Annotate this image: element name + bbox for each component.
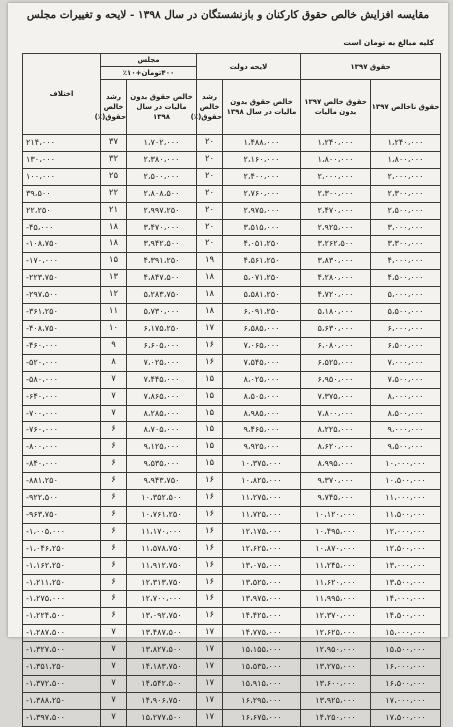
bill-pct-cell: ۲۰ xyxy=(197,236,223,253)
bill-pct-cell: ۱۵ xyxy=(197,371,223,388)
net-1397-cell: ۱۱،۹۹۵،۰۰۰ xyxy=(301,591,371,608)
gross-1397-cell: ۱۰،۰۰۰،۰۰۰ xyxy=(371,456,441,473)
net-1397-cell: ۱۱،۲۴۵،۰۰۰ xyxy=(301,557,371,574)
parliament-net-cell: ۱۰،۳۵۲،۵۰۰ xyxy=(127,490,197,507)
gross-1397-cell: ۱۵،۰۰۰،۰۰۰ xyxy=(371,625,441,642)
header-bill-group: لایحه دولت xyxy=(197,54,301,80)
bill-pct-cell: ۲۰ xyxy=(197,168,223,185)
table-row xyxy=(23,168,441,185)
parliament-pct-cell: ۶ xyxy=(101,557,127,574)
gross-1397-cell: ۱۶،۰۰۰،۰۰۰ xyxy=(371,659,441,676)
table-row xyxy=(23,219,441,236)
bill-pct-cell: ۱۸ xyxy=(197,270,223,287)
bill-net-cell: ۹،۹۲۵،۰۰۰ xyxy=(223,439,301,456)
parliament-net-cell: ۱۱،۱۷۰،۰۰۰ xyxy=(127,523,197,540)
table-row xyxy=(23,337,441,354)
gross-1397-cell: ۹،۵۰۰،۰۰۰ xyxy=(371,439,441,456)
diff-cell: -۸۴۰،۰۰۰ xyxy=(23,456,101,473)
parliament-net-cell: ۹،۹۴۳،۷۵۰ xyxy=(127,473,197,490)
header-bill-net: خالص حقوق بدون مالیات در سال ۱۳۹۸ xyxy=(223,80,301,135)
parliament-net-cell: ۱۴،۹۰۶،۷۵۰ xyxy=(127,692,197,709)
gross-1397-cell: ۲،۵۰۰،۰۰۰ xyxy=(371,202,441,219)
bill-pct-cell: ۱۶ xyxy=(197,523,223,540)
header-net-1397: حقوق خالص ۱۳۹۷ بدون مالیات xyxy=(301,80,371,135)
gross-1397-cell: ۱۵،۵۰۰،۰۰۰ xyxy=(371,642,441,659)
table-row xyxy=(23,676,441,693)
diff-cell: -۴۶۰،۰۰۰ xyxy=(23,337,101,354)
net-1397-cell: ۶،۵۲۵،۰۰۰ xyxy=(301,354,371,371)
parliament-pct-cell: ۹ xyxy=(101,337,127,354)
bill-pct-cell: ۲۰ xyxy=(197,202,223,219)
parliament-net-cell: ۱۳،۸۲۷،۵۰۰ xyxy=(127,642,197,659)
gross-1397-cell: ۱،۲۴۰،۰۰۰ xyxy=(371,135,441,152)
net-1397-cell: ۵،۶۳۰،۰۰۰ xyxy=(301,320,371,337)
table-row xyxy=(23,287,441,304)
bill-net-cell: ۲،۴۰۰،۰۰۰ xyxy=(223,168,301,185)
bill-net-cell: ۲،۱۶۰،۰۰۰ xyxy=(223,151,301,168)
bill-net-cell: ۱۵،۱۵۵،۰۰۰ xyxy=(223,642,301,659)
parliament-pct-cell: ۱۵ xyxy=(101,253,127,270)
diff-cell: -۱،۲۲۴،۵۰۰ xyxy=(23,608,101,625)
net-1397-cell: ۱۰،۱۲۰،۰۰۰ xyxy=(301,506,371,523)
net-1397-cell: ۱،۲۴۰،۰۰۰ xyxy=(301,135,371,152)
bill-pct-cell: ۲۰ xyxy=(197,219,223,236)
gross-1397-cell: ۶،۰۰۰،۰۰۰ xyxy=(371,320,441,337)
header-parliament-net: خالص حقوق بدون مالیات در سال ۱۳۹۸ xyxy=(127,80,197,135)
parliament-net-cell: ۱۴،۵۴۲،۵۰۰ xyxy=(127,676,197,693)
gross-1397-cell: ۳،۳۰۰،۰۰۰ xyxy=(371,236,441,253)
bill-pct-cell: ۱۶ xyxy=(197,540,223,557)
table-row xyxy=(23,439,441,456)
parliament-pct-cell: ۱۲ xyxy=(101,287,127,304)
salary-table xyxy=(22,53,441,727)
table-row xyxy=(23,557,441,574)
table-row xyxy=(23,574,441,591)
bill-net-cell: ۱۶،۲۹۵،۰۰۰ xyxy=(223,692,301,709)
parliament-net-cell: ۸،۲۸۵،۰۰۰ xyxy=(127,405,197,422)
net-1397-cell: ۴،۲۸۰،۰۰۰ xyxy=(301,270,371,287)
gross-1397-cell: ۱۲،۵۰۰،۰۰۰ xyxy=(371,540,441,557)
bill-net-cell: ۱۳،۵۲۵،۰۰۰ xyxy=(223,574,301,591)
bill-net-cell: ۱۴،۷۷۵،۰۰۰ xyxy=(223,625,301,642)
parliament-net-cell: ۴،۳۹۱،۲۵۰ xyxy=(127,253,197,270)
bill-pct-cell: ۱۵ xyxy=(197,422,223,439)
net-1397-cell: ۱۰،۴۹۵،۰۰۰ xyxy=(301,523,371,540)
parliament-net-cell: ۳،۴۷۰،۰۰۰ xyxy=(127,219,197,236)
net-1397-cell: ۱۳،۹۲۵،۰۰۰ xyxy=(301,692,371,709)
parliament-pct-cell: ۸ xyxy=(101,354,127,371)
diff-cell: -۲۹۷،۵۰۰ xyxy=(23,287,101,304)
table-row xyxy=(23,151,441,168)
gross-1397-cell: ۱۱،۰۰۰،۰۰۰ xyxy=(371,490,441,507)
gross-1397-cell: ۷،۰۰۰،۰۰۰ xyxy=(371,354,441,371)
parliament-net-cell: ۲،۳۸۰،۰۰۰ xyxy=(127,151,197,168)
net-1397-cell: ۱۰،۸۷۰،۰۰۰ xyxy=(301,540,371,557)
bill-pct-cell: ۱۷ xyxy=(197,320,223,337)
parliament-pct-cell: ۶ xyxy=(101,422,127,439)
parliament-pct-cell: ۳۲ xyxy=(101,151,127,168)
bill-pct-cell: ۱۶ xyxy=(197,473,223,490)
net-1397-cell: ۹،۳۷۰،۰۰۰ xyxy=(301,473,371,490)
net-1397-cell: ۸،۹۹۵،۰۰۰ xyxy=(301,456,371,473)
table-row xyxy=(23,422,441,439)
bill-net-cell: ۱۳،۹۷۵،۰۰۰ xyxy=(223,591,301,608)
gross-1397-cell: ۱۷،۰۰۰،۰۰۰ xyxy=(371,692,441,709)
gross-1397-cell: ۷،۵۰۰،۰۰۰ xyxy=(371,371,441,388)
parliament-net-cell: ۱۱،۵۷۸،۷۵۰ xyxy=(127,540,197,557)
parliament-net-cell: ۳،۹۴۲،۵۰۰ xyxy=(127,236,197,253)
bill-net-cell: ۹،۴۶۵،۰۰۰ xyxy=(223,422,301,439)
parliament-net-cell: ۵،۷۳۰،۰۰۰ xyxy=(127,304,197,321)
bill-net-cell: ۱۵،۵۳۵،۰۰۰ xyxy=(223,659,301,676)
header-parliament-pct: رشد خالص حقوق(٪) xyxy=(101,80,127,135)
net-1397-cell: ۶،۹۵۰،۰۰۰ xyxy=(301,371,371,388)
header-diff: اختلاف xyxy=(23,54,101,135)
bill-net-cell: ۵،۵۸۱،۲۵۰ xyxy=(223,287,301,304)
bill-net-cell: ۵،۰۷۱،۲۵۰ xyxy=(223,270,301,287)
bill-net-cell: ۳،۵۱۵،۰۰۰ xyxy=(223,219,301,236)
table-row xyxy=(23,236,441,253)
parliament-pct-cell: ۱۱ xyxy=(101,304,127,321)
net-1397-cell: ۱،۸۰۰،۰۰۰ xyxy=(301,151,371,168)
gross-1397-cell: ۸،۰۰۰،۰۰۰ xyxy=(371,388,441,405)
net-1397-cell: ۲،۳۰۰،۰۰۰ xyxy=(301,185,371,202)
table-row xyxy=(23,659,441,676)
parliament-net-cell: ۲،۵۰۰،۰۰۰ xyxy=(127,168,197,185)
diff-cell: -۱،۳۷۲،۵۰۰ xyxy=(23,676,101,693)
gross-1397-cell: ۱۲،۰۰۰،۰۰۰ xyxy=(371,523,441,540)
net-1397-cell: ۱۲،۳۷۰،۰۰۰ xyxy=(301,608,371,625)
diff-cell: -۴۰۸،۷۵۰ xyxy=(23,320,101,337)
bill-pct-cell: ۱۶ xyxy=(197,591,223,608)
bill-pct-cell: ۱۷ xyxy=(197,625,223,642)
bill-pct-cell: ۱۸ xyxy=(197,304,223,321)
table-row xyxy=(23,473,441,490)
diff-cell: -۱۰۸،۷۵۰ xyxy=(23,236,101,253)
table-row xyxy=(23,456,441,473)
diff-cell: -۱،۳۲۷،۵۰۰ xyxy=(23,642,101,659)
bill-pct-cell: ۱۸ xyxy=(197,287,223,304)
diff-cell: ۱۰۰،۰۰۰ xyxy=(23,168,101,185)
bill-pct-cell: ۱۶ xyxy=(197,574,223,591)
table-row xyxy=(23,591,441,608)
header-gross-1397: حقوق ناخالص ۱۳۹۷ xyxy=(371,80,441,135)
gross-1397-cell: ۹،۰۰۰،۰۰۰ xyxy=(371,422,441,439)
bill-pct-cell: ۱۵ xyxy=(197,439,223,456)
net-1397-cell: ۱۲،۹۵۰،۰۰۰ xyxy=(301,642,371,659)
bill-net-cell: ۱۲،۶۲۵،۰۰۰ xyxy=(223,540,301,557)
page-title: مقایسه افزایش خالص حقوق کارکنان و بازنشستگان در سال ۱۳۹۸ - لایحه و تغییرات مجلس xyxy=(26,9,430,21)
parliament-pct-cell: ۲۲ xyxy=(101,185,127,202)
diff-cell: -۳۶۱،۲۵۰ xyxy=(23,304,101,321)
document-page xyxy=(8,3,448,722)
bill-pct-cell: ۱۶ xyxy=(197,337,223,354)
parliament-pct-cell: ۷ xyxy=(101,692,127,709)
parliament-pct-cell: ۱۰ xyxy=(101,320,127,337)
parliament-pct-cell: ۶ xyxy=(101,490,127,507)
currency-note: کلیه مبالغ به تومان است xyxy=(343,38,434,47)
bill-pct-cell: ۱۵ xyxy=(197,405,223,422)
parliament-pct-cell: ۲۱ xyxy=(101,202,127,219)
gross-1397-cell: ۵،۰۰۰،۰۰۰ xyxy=(371,287,441,304)
net-1397-cell: ۱۴،۲۵۰،۰۰۰ xyxy=(301,709,371,726)
bill-pct-cell: ۱۷ xyxy=(197,659,223,676)
net-1397-cell: ۱۳،۶۰۰،۰۰۰ xyxy=(301,676,371,693)
diff-cell: -۱،۱۶۲،۲۵۰ xyxy=(23,557,101,574)
parliament-net-cell: ۱۵،۲۷۷،۵۰۰ xyxy=(127,709,197,726)
table-row xyxy=(23,354,441,371)
gross-1397-cell: ۳،۰۰۰،۰۰۰ xyxy=(371,219,441,236)
table-header xyxy=(23,54,441,135)
diff-cell: -۲۲۳،۷۵۰ xyxy=(23,270,101,287)
table-row xyxy=(23,692,441,709)
diff-cell: -۱،۰۴۶،۲۵۰ xyxy=(23,540,101,557)
parliament-net-cell: ۹،۱۲۵،۰۰۰ xyxy=(127,439,197,456)
bill-net-cell: ۱۲،۱۷۵،۰۰۰ xyxy=(223,523,301,540)
bill-net-cell: ۱۱،۷۲۵،۰۰۰ xyxy=(223,506,301,523)
bill-pct-cell: ۱۷ xyxy=(197,676,223,693)
diff-cell: -۱،۳۵۱،۲۵۰ xyxy=(23,659,101,676)
header-parliament-sub: ۴۰۰تومان+۱۰٪ xyxy=(101,67,197,80)
gross-1397-cell: ۱۳،۵۰۰،۰۰۰ xyxy=(371,574,441,591)
gross-1397-cell: ۱۱،۵۰۰،۰۰۰ xyxy=(371,506,441,523)
bill-net-cell: ۱۴،۴۲۵،۰۰۰ xyxy=(223,608,301,625)
diff-cell: -۱،۰۰۵،۰۰۰ xyxy=(23,523,101,540)
net-1397-cell: ۱۱،۶۲۰،۰۰۰ xyxy=(301,574,371,591)
parliament-net-cell: ۱۲،۳۱۳،۷۵۰ xyxy=(127,574,197,591)
parliament-pct-cell: ۶ xyxy=(101,456,127,473)
parliament-net-cell: ۱۴،۱۸۳،۷۵۰ xyxy=(127,659,197,676)
net-1397-cell: ۷،۸۰۰،۰۰۰ xyxy=(301,405,371,422)
diff-cell: -۵۲۰،۰۰۰ xyxy=(23,354,101,371)
bill-pct-cell: ۱۷ xyxy=(197,692,223,709)
diff-cell: -۴۵،۰۰۰ xyxy=(23,219,101,236)
bill-net-cell: ۸،۵۰۵،۰۰۰ xyxy=(223,388,301,405)
bill-net-cell: ۱۰،۳۷۵،۰۰۰ xyxy=(223,456,301,473)
parliament-pct-cell: ۶ xyxy=(101,540,127,557)
net-1397-cell: ۲،۹۲۵،۰۰۰ xyxy=(301,219,371,236)
net-1397-cell: ۶،۰۸۰،۰۰۰ xyxy=(301,337,371,354)
bill-pct-cell: ۱۶ xyxy=(197,557,223,574)
table-row xyxy=(23,253,441,270)
parliament-net-cell: ۴،۸۴۷،۵۰۰ xyxy=(127,270,197,287)
parliament-net-cell: ۱۳،۰۹۲،۷۵۰ xyxy=(127,608,197,625)
parliament-pct-cell: ۷ xyxy=(101,676,127,693)
bill-net-cell: ۱۱،۲۷۵،۰۰۰ xyxy=(223,490,301,507)
bill-pct-cell: ۱۷ xyxy=(197,642,223,659)
bill-pct-cell: ۱۵ xyxy=(197,388,223,405)
parliament-pct-cell: ۷ xyxy=(101,659,127,676)
bill-net-cell: ۲،۷۶۰،۰۰۰ xyxy=(223,185,301,202)
gross-1397-cell: ۱،۸۰۰،۰۰۰ xyxy=(371,151,441,168)
bill-net-cell: ۲،۹۷۵،۰۰۰ xyxy=(223,202,301,219)
net-1397-cell: ۸،۶۲۰،۰۰۰ xyxy=(301,439,371,456)
table-row xyxy=(23,304,441,321)
parliament-pct-cell: ۶ xyxy=(101,506,127,523)
bill-net-cell: ۷،۰۶۵،۰۰۰ xyxy=(223,337,301,354)
diff-cell: ۲۲،۲۵۰ xyxy=(23,202,101,219)
gross-1397-cell: ۱۴،۵۰۰،۰۰۰ xyxy=(371,608,441,625)
diff-cell: -۱،۳۸۸،۲۵۰ xyxy=(23,692,101,709)
table-row xyxy=(23,506,441,523)
bill-pct-cell: ۱۶ xyxy=(197,490,223,507)
parliament-net-cell: ۹،۵۳۵،۰۰۰ xyxy=(127,456,197,473)
table-row xyxy=(23,709,441,726)
table-row xyxy=(23,320,441,337)
parliament-pct-cell: ۶ xyxy=(101,591,127,608)
diff-cell: -۶۴۰،۰۰۰ xyxy=(23,388,101,405)
bill-net-cell: ۴،۰۵۱،۲۵۰ xyxy=(223,236,301,253)
diff-cell: ۱۳۰،۰۰۰ xyxy=(23,151,101,168)
table-row xyxy=(23,371,441,388)
gross-1397-cell: ۲،۰۰۰،۰۰۰ xyxy=(371,168,441,185)
bill-pct-cell: ۱۶ xyxy=(197,354,223,371)
diff-cell: -۱،۲۱۱،۲۵۰ xyxy=(23,574,101,591)
net-1397-cell: ۵،۱۸۰،۰۰۰ xyxy=(301,304,371,321)
table-row xyxy=(23,625,441,642)
bill-net-cell: ۴،۵۶۱،۲۵۰ xyxy=(223,253,301,270)
parliament-net-cell: ۷،۰۲۵،۰۰۰ xyxy=(127,354,197,371)
bill-net-cell: ۸،۹۸۵،۰۰۰ xyxy=(223,405,301,422)
diff-cell: -۱،۲۸۷،۵۰۰ xyxy=(23,625,101,642)
net-1397-cell: ۱۳،۲۷۵،۰۰۰ xyxy=(301,659,371,676)
bill-pct-cell: ۱۶ xyxy=(197,506,223,523)
parliament-pct-cell: ۶ xyxy=(101,608,127,625)
parliament-net-cell: ۱۰،۷۶۱،۲۵۰ xyxy=(127,506,197,523)
table-row xyxy=(23,388,441,405)
net-1397-cell: ۲،۴۷۰،۰۰۰ xyxy=(301,202,371,219)
parliament-pct-cell: ۱۸ xyxy=(101,236,127,253)
table-row xyxy=(23,642,441,659)
parliament-pct-cell: ۲۵ xyxy=(101,168,127,185)
diff-cell: -۱،۳۹۷،۵۰۰ xyxy=(23,709,101,726)
bill-pct-cell: ۱۵ xyxy=(197,456,223,473)
parliament-pct-cell: ۷ xyxy=(101,388,127,405)
net-1397-cell: ۱۲،۶۲۵،۰۰۰ xyxy=(301,625,371,642)
bill-pct-cell: ۱۷ xyxy=(197,709,223,726)
gross-1397-cell: ۵،۵۰۰،۰۰۰ xyxy=(371,304,441,321)
parliament-net-cell: ۱،۷۰۲،۰۰۰ xyxy=(127,135,197,152)
diff-cell: -۹۲۲،۵۰۰ xyxy=(23,490,101,507)
diff-cell: -۵۸۰،۰۰۰ xyxy=(23,371,101,388)
bill-pct-cell: ۱۹ xyxy=(197,253,223,270)
gross-1397-cell: ۶،۵۰۰،۰۰۰ xyxy=(371,337,441,354)
diff-cell: -۱،۲۷۵،۰۰۰ xyxy=(23,591,101,608)
bill-net-cell: ۷،۵۴۵،۰۰۰ xyxy=(223,354,301,371)
parliament-pct-cell: ۶ xyxy=(101,574,127,591)
table-row xyxy=(23,135,441,152)
parliament-pct-cell: ۶ xyxy=(101,523,127,540)
diff-cell: -۸۰۰،۰۰۰ xyxy=(23,439,101,456)
diff-cell: ۲۱۴،۰۰۰ xyxy=(23,135,101,152)
parliament-net-cell: ۶،۶۰۵،۰۰۰ xyxy=(127,337,197,354)
parliament-net-cell: ۲،۸۰۸،۵۰۰ xyxy=(127,185,197,202)
parliament-net-cell: ۱۳،۴۸۷،۵۰۰ xyxy=(127,625,197,642)
table-row xyxy=(23,523,441,540)
gross-1397-cell: ۲،۳۰۰،۰۰۰ xyxy=(371,185,441,202)
net-1397-cell: ۲،۰۰۰،۰۰۰ xyxy=(301,168,371,185)
gross-1397-cell: ۱۷،۵۰۰،۰۰۰ xyxy=(371,709,441,726)
parliament-pct-cell: ۳۷ xyxy=(101,135,127,152)
table-row xyxy=(23,202,441,219)
bill-pct-cell: ۱۶ xyxy=(197,608,223,625)
table-row xyxy=(23,540,441,557)
parliament-pct-cell: ۷ xyxy=(101,371,127,388)
net-1397-cell: ۴،۷۲۰،۰۰۰ xyxy=(301,287,371,304)
bill-net-cell: ۱۶،۶۷۵،۰۰۰ xyxy=(223,709,301,726)
parliament-pct-cell: ۷ xyxy=(101,709,127,726)
bill-net-cell: ۶،۰۹۱،۲۵۰ xyxy=(223,304,301,321)
table-row xyxy=(23,405,441,422)
bill-net-cell: ۶،۵۸۵،۰۰۰ xyxy=(223,320,301,337)
parliament-pct-cell: ۷ xyxy=(101,405,127,422)
diff-cell: -۱۷۰،۰۰۰ xyxy=(23,253,101,270)
net-1397-cell: ۳،۸۳۰،۰۰۰ xyxy=(301,253,371,270)
net-1397-cell: ۸،۲۲۵،۰۰۰ xyxy=(301,422,371,439)
parliament-pct-cell: ۱۳ xyxy=(101,270,127,287)
bill-pct-cell: ۲۰ xyxy=(197,135,223,152)
gross-1397-cell: ۱۶،۵۰۰،۰۰۰ xyxy=(371,676,441,693)
parliament-pct-cell: ۶ xyxy=(101,439,127,456)
parliament-net-cell: ۷،۸۶۵،۰۰۰ xyxy=(127,388,197,405)
table-row xyxy=(23,608,441,625)
gross-1397-cell: ۴،۵۰۰،۰۰۰ xyxy=(371,270,441,287)
bill-net-cell: ۸،۰۲۵،۰۰۰ xyxy=(223,371,301,388)
gross-1397-cell: ۴،۰۰۰،۰۰۰ xyxy=(371,253,441,270)
diff-cell: -۸۸۱،۲۵۰ xyxy=(23,473,101,490)
header-parliament-group: مجلس xyxy=(101,54,197,67)
parliament-net-cell: ۱۱،۹۱۲،۷۵۰ xyxy=(127,557,197,574)
gross-1397-cell: ۸،۵۰۰،۰۰۰ xyxy=(371,405,441,422)
parliament-pct-cell: ۷ xyxy=(101,642,127,659)
parliament-net-cell: ۵،۲۸۳،۷۵۰ xyxy=(127,287,197,304)
parliament-pct-cell: ۷ xyxy=(101,625,127,642)
header-bill-pct: رشد خالص حقوق(٪) xyxy=(197,80,223,135)
bill-net-cell: ۱۰،۸۲۵،۰۰۰ xyxy=(223,473,301,490)
bill-net-cell: ۱۳،۰۷۵،۰۰۰ xyxy=(223,557,301,574)
diff-cell: -۹۶۳،۷۵۰ xyxy=(23,506,101,523)
table-row xyxy=(23,490,441,507)
bill-net-cell: ۱،۴۸۸،۰۰۰ xyxy=(223,135,301,152)
bill-net-cell: ۱۵،۹۱۵،۰۰۰ xyxy=(223,676,301,693)
header-salary-1397: حقوق ۱۳۹۷ xyxy=(301,54,441,80)
parliament-pct-cell: ۱۸ xyxy=(101,219,127,236)
parliament-net-cell: ۱۲،۷۰۰،۰۰۰ xyxy=(127,591,197,608)
parliament-pct-cell: ۶ xyxy=(101,473,127,490)
bill-pct-cell: ۲۰ xyxy=(197,185,223,202)
diff-cell: -۷۶۰،۰۰۰ xyxy=(23,422,101,439)
table-row xyxy=(23,270,441,287)
parliament-net-cell: ۸،۷۰۵،۰۰۰ xyxy=(127,422,197,439)
bill-pct-cell: ۲۰ xyxy=(197,151,223,168)
gross-1397-cell: ۱۳،۰۰۰،۰۰۰ xyxy=(371,557,441,574)
net-1397-cell: ۷،۳۷۵،۰۰۰ xyxy=(301,388,371,405)
parliament-net-cell: ۲،۹۹۷،۲۵۰ xyxy=(127,202,197,219)
gross-1397-cell: ۱۴،۰۰۰،۰۰۰ xyxy=(371,591,441,608)
net-1397-cell: ۳،۲۶۲،۵۰۰ xyxy=(301,236,371,253)
parliament-net-cell: ۷،۴۴۵،۰۰۰ xyxy=(127,371,197,388)
table-row xyxy=(23,185,441,202)
table-body xyxy=(23,135,441,727)
diff-cell: -۷۰۰،۰۰۰ xyxy=(23,405,101,422)
gross-1397-cell: ۱۰،۵۰۰،۰۰۰ xyxy=(371,473,441,490)
diff-cell: ۳۹،۵۰۰ xyxy=(23,185,101,202)
parliament-net-cell: ۶،۱۷۵،۲۵۰ xyxy=(127,320,197,337)
net-1397-cell: ۹،۷۴۵،۰۰۰ xyxy=(301,490,371,507)
